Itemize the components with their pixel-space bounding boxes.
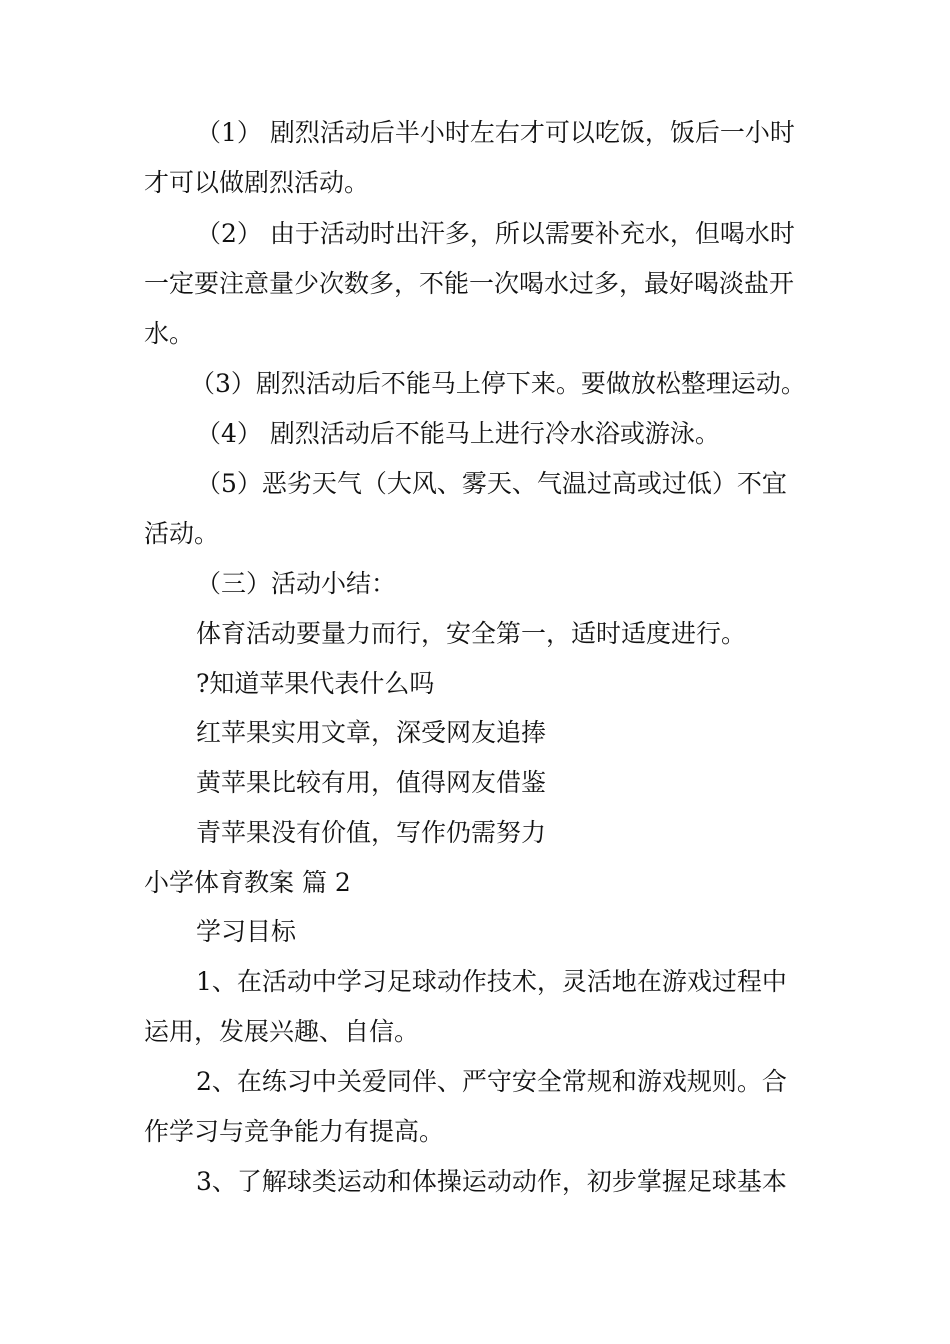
- text-line: 黄苹果比较有用，值得网友借鉴: [196, 768, 547, 797]
- text-line: 才可以做剧烈活动。: [144, 168, 370, 197]
- text-line: （三）活动小结：: [196, 569, 397, 598]
- text-line: 水。: [144, 319, 195, 348]
- text-line: （4） 剧烈活动后不能马上进行冷水浴或游泳。: [196, 419, 720, 448]
- text-line: 活动。: [144, 519, 220, 548]
- text-line: （5）恶劣天气（大风、雾天、气温过高或过低）不宜: [196, 469, 787, 498]
- text-line: 小学体育教案 篇 2: [144, 868, 351, 897]
- text-line: 青苹果没有价值，写作仍需努力: [196, 818, 547, 847]
- text-line: 运用，发展兴趣、自信。: [144, 1017, 420, 1046]
- text-line: 一定要注意量少次数多，不能一次喝水过多，最好喝淡盐开: [144, 269, 795, 298]
- text-line: 体育活动要量力而行，安全第一，适时适度进行。: [196, 619, 747, 648]
- text-line: 红苹果实用文章，深受网友追捧: [196, 718, 547, 747]
- text-line: ?知道苹果代表什么吗: [196, 669, 435, 698]
- text-line: 1、在活动中学习足球动作技术，灵活地在游戏过程中: [196, 967, 787, 996]
- text-line: （3）剧烈活动后不能马上停下来。要做放松整理运动。: [190, 369, 806, 398]
- text-line: （1） 剧烈活动后半小时左右才可以吃饭，饭后一小时: [196, 118, 795, 147]
- text-line: 3、了解球类运动和体操运动动作，初步掌握足球基本: [196, 1167, 787, 1196]
- text-line: （2） 由于活动时出汗多，所以需要补充水，但喝水时: [196, 219, 795, 248]
- text-line: 2、在练习中关爱同伴、严守安全常规和游戏规则。合: [196, 1067, 787, 1096]
- text-line: 学习目标: [196, 917, 297, 946]
- text-line: 作学习与竞争能力有提高。: [144, 1117, 445, 1146]
